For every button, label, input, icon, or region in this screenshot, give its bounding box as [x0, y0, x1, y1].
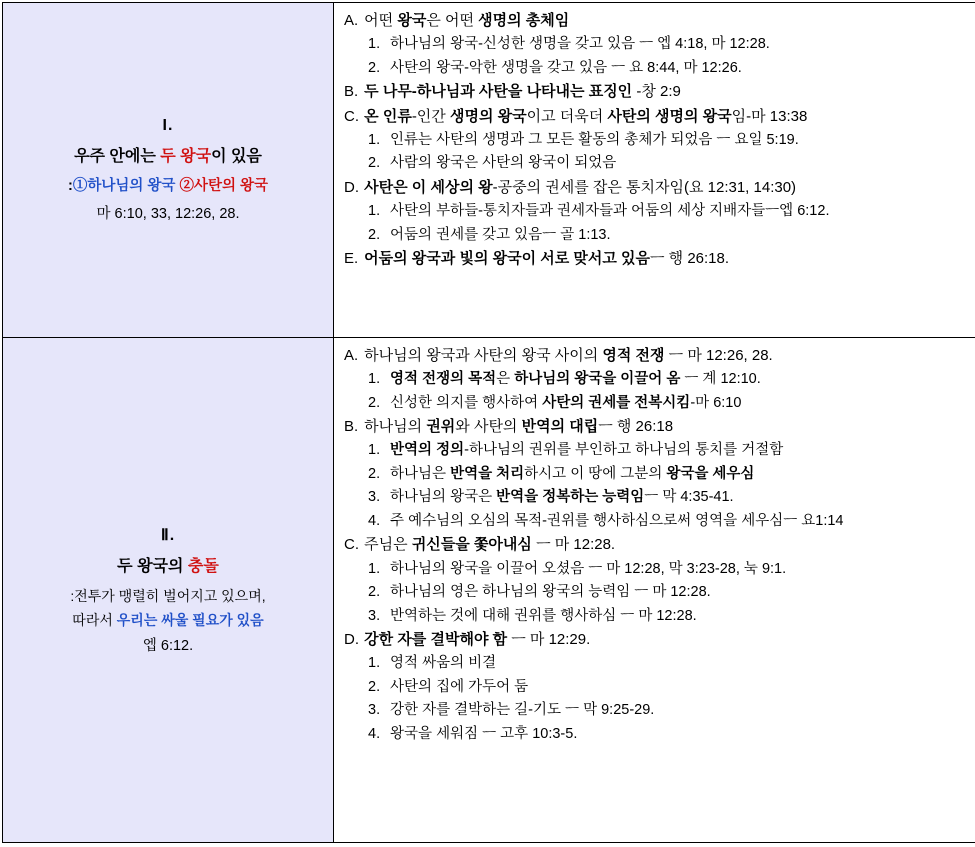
list-text: 인류는 사탄의 생명과 그 모든 활동의 총체가 되었음 ㅡ 요일 5:19.	[390, 132, 799, 148]
list-marker: 4.	[368, 723, 386, 746]
table-row	[3, 3, 975, 338]
seg: 이고 더욱더	[527, 108, 608, 125]
list-text: 사탄의 왕국-악한 생명을 갖고 있음 ㅡ 요 8:44, 마 12:26.	[390, 60, 742, 76]
seg: 하시고 이 땅에 그분의	[524, 466, 666, 482]
list-item	[344, 392, 975, 415]
list-item	[344, 581, 975, 604]
list-marker: 1.	[368, 129, 386, 152]
seg: 사탄은 이 세상의 왕	[364, 179, 492, 196]
list-item	[344, 344, 975, 368]
list-text: 사탄의 집에 가두어 둠	[390, 679, 528, 695]
section-1-subtitle	[9, 175, 327, 197]
seg: 어둠의 왕국과 빛의 왕국이 서로 맞서고 있음	[364, 250, 650, 267]
section-1-subtitle-kingdom-of-satan: ②사탄의 왕국	[179, 178, 268, 194]
list-item	[344, 652, 975, 675]
list-marker: C.	[344, 105, 360, 129]
list-marker: 2.	[368, 152, 386, 175]
section-1-content-cell	[334, 3, 975, 338]
list-text	[364, 108, 807, 125]
seg: -마 6:10	[690, 395, 741, 411]
list-item	[344, 224, 975, 247]
list-marker: 2.	[368, 392, 386, 415]
list-text	[390, 395, 741, 411]
list-item	[344, 80, 975, 104]
list-marker: B.	[344, 415, 360, 439]
section-1-title-part1: 우주 안에는	[74, 148, 160, 165]
list-text	[364, 631, 590, 648]
list-text: 어떤 왕국은 어떤 생명의 총체임	[364, 12, 569, 29]
list-marker: 3.	[368, 486, 386, 509]
section-2-subtitle-line1: :전투가 맹렬히 벌어지고 있으며,	[9, 585, 327, 607]
list-item	[344, 510, 975, 533]
list-item	[344, 558, 975, 581]
list-item	[344, 200, 975, 223]
seg: 권위	[426, 418, 455, 435]
seg: 반역의 정의	[390, 442, 464, 458]
list-item	[344, 57, 975, 80]
list-marker: 1.	[368, 439, 386, 462]
list-item	[344, 33, 975, 56]
seg: 사탄의 생명의 왕국	[607, 108, 731, 125]
section-2-content-cell	[334, 337, 975, 842]
list-marker: 1.	[368, 368, 386, 391]
seg: 강한 자를 결박해야 함	[364, 631, 507, 648]
list-marker: A.	[344, 9, 360, 33]
list-item	[344, 463, 975, 486]
list-marker: 2.	[368, 224, 386, 247]
seg: ㅡ 마 12:29.	[507, 631, 590, 648]
list-marker: 2.	[368, 581, 386, 604]
seg: 왕국을 세우심	[666, 466, 754, 482]
seg: 온 인류	[364, 108, 412, 125]
list-text: 사탄의 부하들-통치자들과 권세자들과 어둠의 세상 지배자들ㅡ엡 6:12.	[390, 203, 829, 219]
list-text: 강한 자를 결박하는 길-기도 ㅡ 막 9:25-29.	[390, 702, 654, 718]
seg: 하나님의 왕국과 사탄의 왕국 사이의	[364, 347, 602, 364]
table-row	[3, 337, 975, 842]
list-item	[344, 699, 975, 722]
seg: 귀신들을 쫓아내심	[412, 536, 532, 553]
list-text	[364, 179, 796, 196]
seg: 반역을 정복하는 능력임	[496, 489, 644, 505]
list-text: 하나님의 영은 하나님의 왕국의 능력임 ㅡ 마 12:28.	[390, 584, 711, 600]
section-2-outline-list	[344, 344, 975, 746]
list-item	[344, 439, 975, 462]
seg: ㅡ 계 12:10.	[680, 371, 760, 387]
list-item	[344, 628, 975, 652]
section-2-title-part1: 두 왕국의	[117, 558, 188, 575]
list-text	[364, 250, 729, 267]
outline-table	[2, 2, 975, 843]
seg: 영적 전쟁	[602, 347, 664, 364]
list-item	[344, 486, 975, 509]
list-marker: 3.	[368, 605, 386, 628]
list-item	[344, 129, 975, 152]
section-1-title	[9, 145, 327, 169]
list-marker: 2.	[368, 463, 386, 486]
seg: 하나님의 왕국을 이끌어 옴	[514, 371, 680, 387]
list-marker: 4.	[368, 510, 386, 533]
list-marker: 2.	[368, 676, 386, 699]
list-text	[390, 489, 734, 505]
list-item	[344, 533, 975, 557]
list-marker: A.	[344, 344, 360, 368]
list-text: 영적 싸움의 비결	[390, 655, 496, 671]
list-marker: C.	[344, 533, 360, 557]
seg: -인간	[412, 108, 450, 125]
list-marker: 1.	[368, 33, 386, 56]
list-marker: 3.	[368, 699, 386, 722]
section-1-title-tail: 이 있음	[211, 148, 262, 165]
list-item	[344, 676, 975, 699]
list-marker: D.	[344, 628, 360, 652]
seg: ㅡ 막 4:35-41.	[644, 489, 733, 505]
section-1-outline-list	[344, 9, 975, 271]
section-2-reference: 엡 6:12.	[9, 634, 327, 655]
section-1-subtitle-kingdom-of-god: ①하나님의 왕국	[73, 178, 176, 194]
section-2-roman: Ⅱ.	[9, 525, 327, 545]
list-item	[344, 723, 975, 746]
seg: 사탄의 권세를 전복시킴	[542, 395, 690, 411]
seg: 하나님의 왕국은	[390, 489, 496, 505]
seg: 생명의 왕국	[450, 108, 527, 125]
list-marker: 1.	[368, 652, 386, 675]
seg: 하나님의	[364, 418, 426, 435]
list-text-bold: 두 나무-하나님과 사탄을 나타내는 표징인	[364, 83, 636, 100]
list-text	[390, 371, 761, 387]
list-item	[344, 247, 975, 271]
list-text	[364, 347, 773, 364]
list-item	[344, 105, 975, 129]
list-text	[390, 466, 754, 482]
seg: 영적 전쟁의 목적	[390, 371, 496, 387]
list-item	[344, 368, 975, 391]
seg: ㅡ 마 12:26, 28.	[665, 347, 773, 364]
section-2-title-highlight: 충돌	[188, 558, 219, 575]
list-text-plain: -창 2:9	[636, 83, 681, 100]
section-1-title-highlight: 두 왕국	[160, 148, 211, 165]
seg: -공중의 권세를 잡은 통치자임(요 12:31, 14:30)	[493, 179, 796, 196]
seg: 반역의 대립	[522, 418, 599, 435]
seg: 은	[496, 371, 514, 387]
seg: 하나님은	[390, 466, 450, 482]
list-text: 하나님의 왕국-신성한 생명을 갖고 있음 ㅡ 엡 4:18, 마 12:28.	[390, 36, 770, 52]
list-text	[364, 83, 681, 100]
section-1-subtitle-prefix: :	[68, 178, 73, 194]
list-text: 사람의 왕국은 사탄의 왕국이 되었음	[390, 155, 616, 171]
section-2-heading-cell	[3, 337, 334, 842]
list-text: 왕국을 세워짐 ㅡ 고후 10:3-5.	[390, 726, 577, 742]
list-marker: 1.	[368, 558, 386, 581]
seg: -하나님의 권위를 부인하고 하나님의 통치를 거절함	[464, 442, 783, 458]
section-2-subtitle-line2	[9, 609, 327, 631]
section-2-subtitle-line2-highlight: 우리는 싸울 필요가 있음	[117, 612, 264, 628]
list-marker: D.	[344, 176, 360, 200]
list-marker: E.	[344, 247, 360, 271]
list-text	[364, 418, 673, 435]
list-marker: 2.	[368, 57, 386, 80]
seg: 신성한 의지를 행사하여	[390, 395, 542, 411]
list-item	[344, 605, 975, 628]
seg: ㅡ 마 12:28.	[532, 536, 615, 553]
section-2-title	[9, 555, 327, 579]
section-2-subtitle-line2-prefix: 따라서	[72, 612, 116, 628]
section-1-reference: 마 6:10, 33, 12:26, 28.	[9, 202, 327, 223]
list-item	[344, 152, 975, 175]
seg: 반역을 처리	[450, 466, 524, 482]
seg: 주님은	[364, 536, 412, 553]
list-marker: 1.	[368, 200, 386, 223]
seg: 와 사탄의	[455, 418, 521, 435]
seg: ㅡ 행 26:18	[598, 418, 673, 435]
list-item	[344, 415, 975, 439]
list-marker: B.	[344, 80, 360, 104]
list-text: 반역하는 것에 대해 권위를 행사하심 ㅡ 마 12:28.	[390, 608, 697, 624]
list-text	[390, 442, 783, 458]
seg: ㅡ 행 26:18.	[650, 250, 729, 267]
list-text	[364, 536, 615, 553]
list-text: 하나님의 왕국을 이끌어 오셨음 ㅡ 마 12:28, 막 3:23-28, 눅 9:1.	[390, 561, 786, 577]
list-text: 주 예수님의 오심의 목적-권위를 행사하심으로써 영역을 세우심ㅡ 요1:14	[390, 513, 843, 529]
list-text: 어둠의 권세를 갖고 있음ㅡ 골 1:13.	[390, 227, 610, 243]
list-item	[344, 176, 975, 200]
section-1-roman: I.	[9, 117, 327, 135]
section-1-heading-cell	[3, 3, 334, 338]
list-item	[344, 9, 975, 33]
seg: 임-마 13:38	[732, 108, 808, 125]
